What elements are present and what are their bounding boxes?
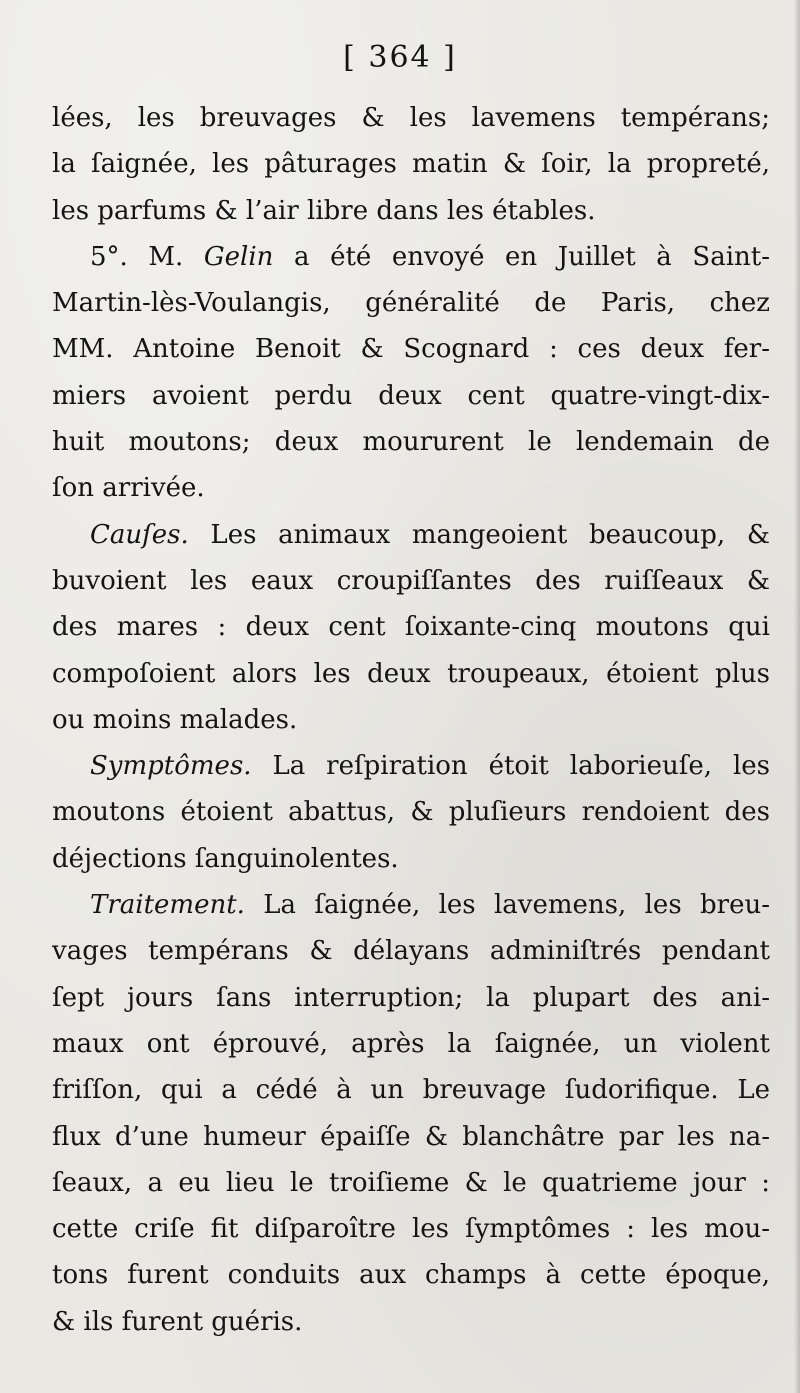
italic-heading: Traitement.	[90, 890, 245, 921]
italic-heading: Cauſes.	[90, 519, 189, 550]
body-text	[52, 95, 770, 1345]
text-line: huit moutons; deux moururent le lendemain de	[52, 427, 770, 458]
text-line: flux d’une humeur épaiſſe & blanchâtre par les na-	[52, 1121, 770, 1152]
paragraph	[52, 882, 770, 1345]
text-line: moutons étoient abattus, & pluſieurs rendoient des	[52, 797, 770, 828]
text-line: ſeaux, a eu lieu le troiſieme & le quatrieme jour :	[52, 1167, 770, 1198]
text-line	[52, 743, 770, 789]
paragraph	[52, 95, 770, 234]
text-line: vages tempérans & délayans adminiſtrés pendant	[52, 936, 770, 967]
text-line: maux ont éprouvé, après la ſaignée, un violent	[52, 1028, 770, 1059]
paragraph	[52, 512, 770, 743]
paragraph	[52, 743, 770, 882]
text-line: la ſaignée, les pâturages matin & ſoir, la propreté,	[52, 149, 770, 180]
text-line: miers avoient perdu deux cent quatre-vingt-dix-	[52, 380, 770, 411]
text-line: des mares : deux cent ſoixante-cinq moutons qui	[52, 612, 770, 643]
text-line: cette criſe fit diſparoître les ſymptômes : les mou-	[52, 1214, 770, 1245]
text-line: lées, les breuvages & les lavemens tempérans;	[52, 103, 770, 133]
text-line: & ils furent guéris.	[52, 1306, 303, 1337]
italic-heading: Gelin	[203, 241, 274, 272]
text-line: ſept jours ſans interruption; la plupart des ani-	[52, 982, 770, 1013]
text-span: 5°. M.	[90, 241, 204, 272]
text-line: tons furent conduits aux champs à cette époque,	[52, 1260, 770, 1291]
italic-heading: Symptômes.	[90, 751, 252, 782]
page-edge-shadow	[794, 0, 800, 1393]
text-line: compoſoient alors les deux troupeaux, étoient plus	[52, 658, 770, 689]
text-line	[52, 512, 770, 558]
text-line: MM. Antoine Benoit & Scognard : ces deux fer-	[52, 334, 770, 365]
text-line	[52, 882, 770, 928]
text-line	[52, 234, 770, 280]
page-number: [ 364 ]	[343, 40, 457, 75]
text-span: Les animaux mangeoient beaucoup, &	[188, 519, 770, 550]
text-line: ſon arrivée.	[52, 473, 205, 504]
text-line: friſſon, qui a cédé à un breuvage ſudorifique. Le	[52, 1075, 770, 1106]
text-line: buvoient les eaux croupiſſantes des ruiſſeaux &	[52, 565, 770, 596]
text-line: Martin-lès-Voulangis, généralité de Paris, chez	[52, 288, 770, 319]
text-line: déjections ſanguinolentes.	[52, 843, 399, 874]
text-line: ou moins malades.	[52, 704, 298, 735]
text-span: La ſaignée, les lavemens, les breu-	[244, 890, 770, 921]
text-span: La reſpiration étoit laborieuſe, les	[251, 751, 770, 782]
paragraph	[52, 234, 770, 512]
text-span: a été envoyé en Juillet à Saint-	[273, 241, 770, 272]
text-line: les parfums & l’air libre dans les étables.	[52, 195, 596, 226]
